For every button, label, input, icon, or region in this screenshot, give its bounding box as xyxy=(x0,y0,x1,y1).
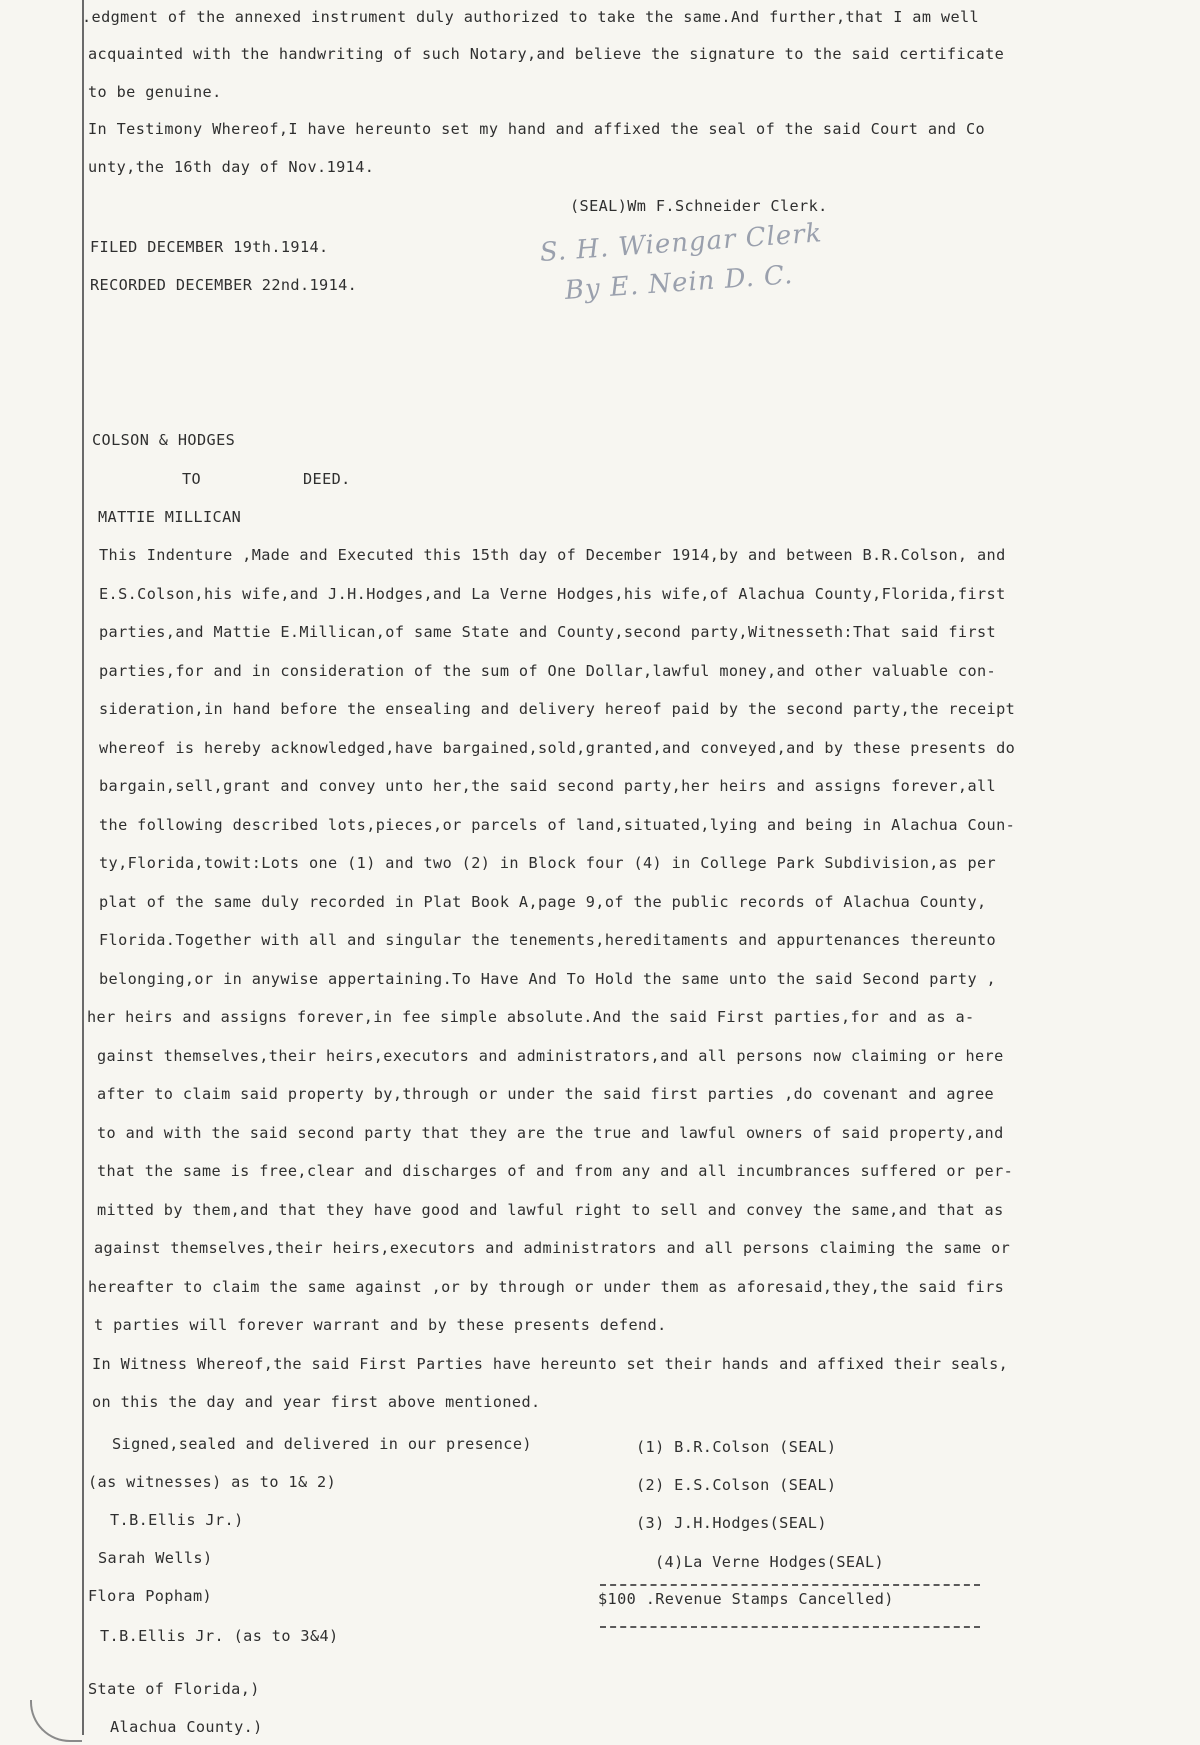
deed-party-to: MATTIE MILLICAN xyxy=(98,508,242,526)
witness-popham: Flora Popham) xyxy=(88,1587,213,1605)
deed-body-line: This Indenture ,Made and Executed this 15th day of December 1914,by and between B.R.Colson, and xyxy=(99,546,1006,564)
deed-body-line: parties,and Mattie E.Millican,of same State and County,second party,Witnesseth:That said first xyxy=(99,623,997,641)
ack-county: Alachua County.) xyxy=(110,1718,263,1736)
deed-body-line: E.S.Colson,his wife,and J.H.Hodges,and La Verne Hodges,his wife,of Alachua County,Florida,first xyxy=(99,585,1006,603)
certificate-line-4: In Testimony Whereof,I have hereunto set my hand and affixed the seal of the said Court and Co xyxy=(88,120,986,138)
deed-doc-type: DEED. xyxy=(303,470,351,488)
recorder-signature-1: S. H. Wiengar Clerk xyxy=(538,218,824,268)
certificate-line-3: to be genuine. xyxy=(88,83,222,101)
ack-state: State of Florida,) xyxy=(88,1680,260,1698)
signatory-hodges-jh: (3) J.H.Hodges(SEAL) xyxy=(636,1514,827,1532)
dashed-rule-top xyxy=(600,1584,980,1586)
certificate-line-1: .edgment of the annexed instrument duly authorized to take the same.And further,that I am well xyxy=(82,8,980,26)
deed-body-line: plat of the same duly recorded in Plat Book A,page 9,of the public records of Alachua County, xyxy=(99,893,987,911)
deed-body-line: Florida.Together with all and singular the tenements,hereditaments and appurtenances thereunto xyxy=(99,931,997,949)
witness-ellis-2: T.B.Ellis Jr. (as to 3&4) xyxy=(100,1627,339,1645)
witness-wells: Sarah Wells) xyxy=(98,1549,213,1567)
deed-body-line: gainst themselves,their heirs,executors and administrators,and all persons now claiming or here xyxy=(97,1047,1004,1065)
recorder-signature-2: By E. Nein D. C. xyxy=(563,260,795,306)
seal-clerk-line: (SEAL)Wm F.Schneider Clerk. xyxy=(570,197,828,215)
deed-body-line: that the same is free,clear and discharges of and from any and all incumbrances suffered or per- xyxy=(97,1162,1014,1180)
deed-body-line: sideration,in hand before the ensealing and delivery hereof paid by the second party,the receipt xyxy=(99,700,1016,718)
page-corner-fold xyxy=(30,1700,82,1742)
deed-body-line: to and with the said second party that they are the true and lawful owners of said property,and xyxy=(97,1124,1004,1142)
recorded-date: RECORDED DECEMBER 22nd.1914. xyxy=(90,276,358,294)
deed-parties-from: COLSON & HODGES xyxy=(92,431,236,449)
signatory-hodges-lv: (4)La Verne Hodges(SEAL) xyxy=(655,1553,885,1571)
deed-body-line: whereof is hereby acknowledged,have bargained,sold,granted,and conveyed,and by these presents do xyxy=(99,739,1016,757)
revenue-stamps-note: $100 .Revenue Stamps Cancelled) xyxy=(598,1590,894,1608)
deed-body-line: parties,for and in consideration of the sum of One Dollar,lawful money,and other valuable con- xyxy=(99,662,997,680)
deed-body-line: her heirs and assigns forever,in fee simple absolute.And the said First parties,for and as a- xyxy=(87,1008,975,1026)
signed-sealed-line: Signed,sealed and delivered in our presence) xyxy=(112,1435,532,1453)
certificate-line-2: acquainted with the handwriting of such Notary,and believe the signature to the said certificate xyxy=(88,45,1005,63)
deed-body-line: the following described lots,pieces,or parcels of land,situated,lying and being in Alachua Coun- xyxy=(99,816,1016,834)
deed-body-line: on this the day and year first above mentioned. xyxy=(92,1393,541,1411)
deed-body-line: In Witness Whereof,the said First Parties have hereunto set their hands and affixed their seals, xyxy=(92,1355,1009,1373)
as-witnesses-line: (as witnesses) as to 1& 2) xyxy=(88,1473,337,1491)
deed-body-line: t parties will forever warrant and by these presents defend. xyxy=(94,1316,667,1334)
deed-to-word: TO xyxy=(182,470,202,488)
signatory-colson-br: (1) B.R.Colson (SEAL) xyxy=(636,1438,837,1456)
filed-date: FILED DECEMBER 19th.1914. xyxy=(90,238,329,256)
left-margin-rule xyxy=(82,0,84,1735)
deed-body-line: against themselves,their heirs,executors and administrators and all persons claiming the same or xyxy=(94,1239,1011,1257)
certificate-line-5: unty,the 16th day of Nov.1914. xyxy=(88,158,375,176)
deed-body-line: bargain,sell,grant and convey unto her,the said second party,her heirs and assigns forever,all xyxy=(99,777,997,795)
deed-body-line: mitted by them,and that they have good and lawful right to sell and convey the same,and that as xyxy=(97,1201,1004,1219)
signatory-colson-es: (2) E.S.Colson (SEAL) xyxy=(636,1476,837,1494)
deed-body-line: after to claim said property by,through or under the said first parties ,do covenant and agree xyxy=(97,1085,995,1103)
dashed-rule-bottom xyxy=(600,1626,980,1628)
deed-body-line: belonging,or in anywise appertaining.To Have And To Hold the same unto the said Second party , xyxy=(99,970,997,988)
deed-body-line: ty,Florida,towit:Lots one (1) and two (2) in Block four (4) in College Park Subdivision,as per xyxy=(99,854,997,872)
witness-ellis-1: T.B.Ellis Jr.) xyxy=(110,1511,244,1529)
deed-body-line: hereafter to claim the same against ,or by through or under them as aforesaid,they,the said firs xyxy=(88,1278,1005,1296)
